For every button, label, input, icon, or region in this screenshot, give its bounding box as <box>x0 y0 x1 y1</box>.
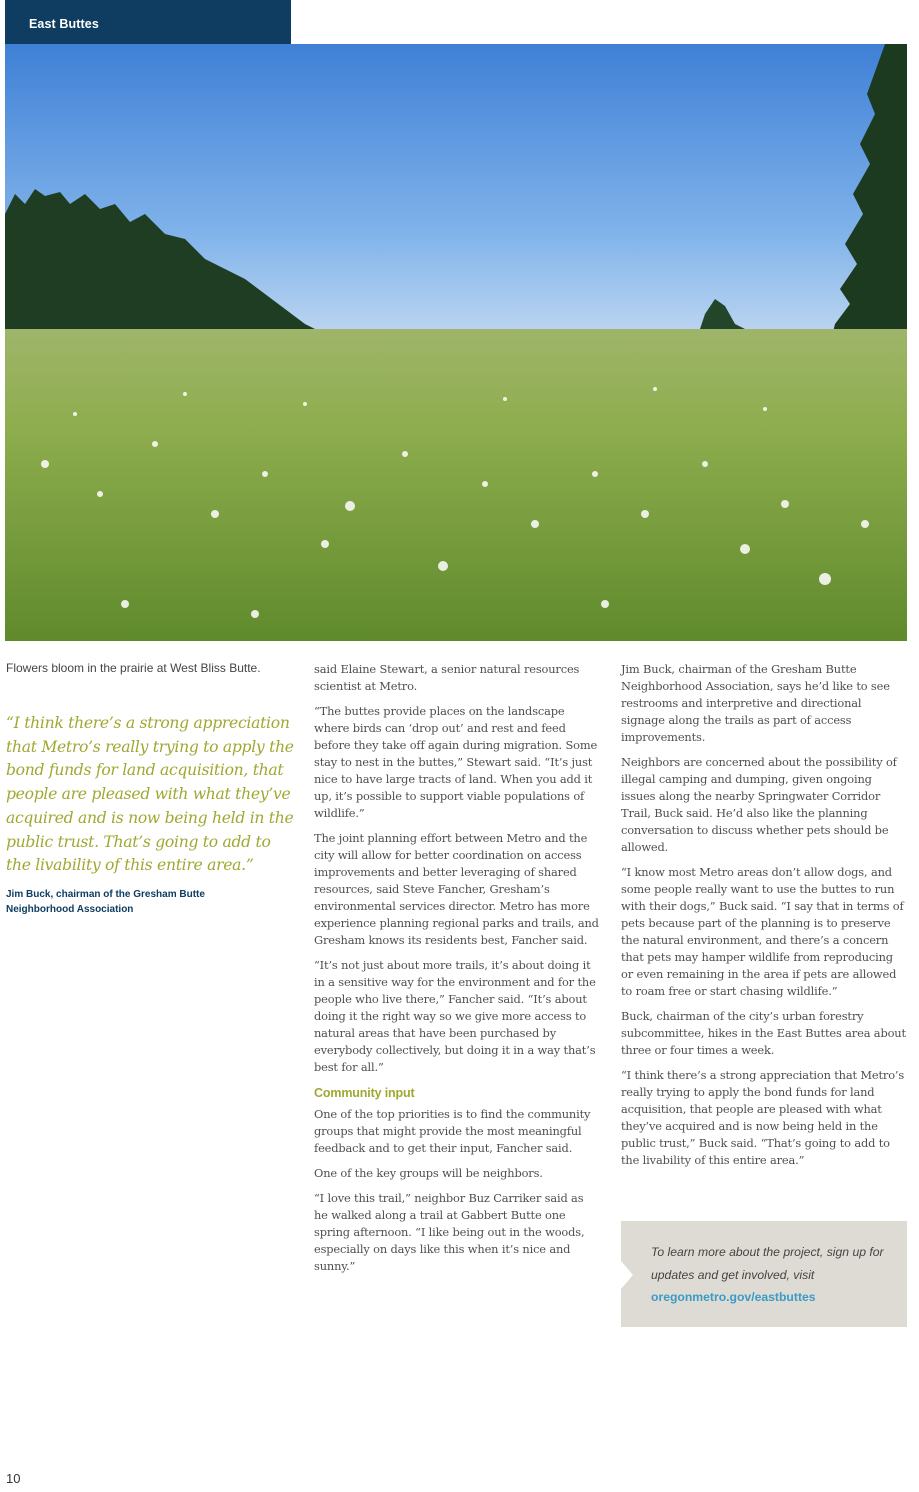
page-number: 10 <box>6 1471 21 1486</box>
paragraph: Buck, chairman of the city’s urban forestry subcommittee, hikes in the East Buttes area about three or four times a week. <box>621 1009 906 1057</box>
paragraph: “I think there’s a strong appreciation that Metro’s really trying to apply the bond funds for land acquisition, that people are pleased with what they’ve acquired and is now being held in the public trust,” Buck said. “That’s going to add to the livability of this entire area.” <box>621 1068 905 1167</box>
paragraph: One of the top priorities is to find the community groups that might provide the most meaningful feedback and to get their input, Fancher said. <box>314 1107 591 1155</box>
paragraph: Jim Buck, chairman of the Gresham Butte Neighborhood Association, says he’d like to see restrooms and interpretive and directional signage along the trails as part of access improvements. <box>621 662 890 744</box>
meadow <box>5 329 907 641</box>
paragraph: The joint planning effort between Metro and the city will allow for better coordination on access improvements and better leveraging of shared resources, said Steve Fancher, Gresham’s environmental services director. Metro has more experience planning regional parks and trails, and Gresham knows its residents best, Fancher said. <box>314 831 599 947</box>
paragraph: One of the key groups will be neighbors. <box>314 1166 543 1180</box>
paragraph: “It’s not just about more trails, it’s about doing it in a sensitive way for the environment and for the people who live there,” Fancher said. “It’s about doing it the right way so we give more access to natural areas that have been purchased by everybody collectively, but doing it in a way that’s best for all.” <box>314 958 596 1074</box>
meadow-photo <box>5 44 907 641</box>
learn-more-text: To learn more about the project, sign up for updates and get involved, visit <box>651 1245 884 1282</box>
paragraph: “I know most Metro areas don’t allow dogs, and some people really want to use the buttes to run with their dogs,” Buck said. “I say that in terms of pets because part of the planning is to preserve the natural environment, and there’s a concern that pets may hamper wildlife from reproducing or even remaining in the area if pets are allowed to roam free or start chasing wildlife.” <box>621 865 904 998</box>
learn-more-box <box>621 1221 907 1327</box>
subheading-community-input: Community input <box>314 1086 415 1100</box>
article-column-right <box>621 661 907 1177</box>
photo-caption: Flowers bloom in the prairie at West Bliss Butte. <box>6 661 261 675</box>
paragraph: Neighbors are concerned about the possibility of illegal camping and dumping, given ongoing issues along the nearby Springwater Corridor Trail, Buck said. He’d also like the planning conversation to discuss whether pets should be allowed. <box>621 755 897 854</box>
article-column-middle <box>314 661 599 1283</box>
paragraph: “The buttes provide places on the landscape where birds can ‘drop out’ and rest and feed before they take off again during migration. Some stay to nest in the buttes,” Stewart said. “It’s just nice to have large tracts of land. When you add it up, it’s possible to support viable populations of wildlife.” <box>314 704 598 820</box>
pull-quote: “I think there’s a strong appreciation that Metro’s really trying to apply the bond funds for land acquisition, that people are pleased with what they’ve acquired and is now being held in the public trust. That’s going to add to the livability of this entire area.” <box>6 714 294 875</box>
section-label: East Buttes <box>5 0 291 44</box>
learn-more-link[interactable]: oregonmetro.gov/eastbuttes <box>651 1290 816 1304</box>
box-notch <box>621 1261 633 1289</box>
paragraph: said Elaine Stewart, a senior natural resources scientist at Metro. <box>314 662 580 693</box>
paragraph: “I love this trail,” neighbor Buz Carriker said as he walked along a trail at Gabbert Butte one spring afternoon. “I like being out in the woods, especially on days like this when it’s nice and sunny.” <box>314 1191 585 1273</box>
pull-quote-attribution: Jim Buck, chairman of the Gresham Butte Neighborhood Association <box>6 889 205 915</box>
